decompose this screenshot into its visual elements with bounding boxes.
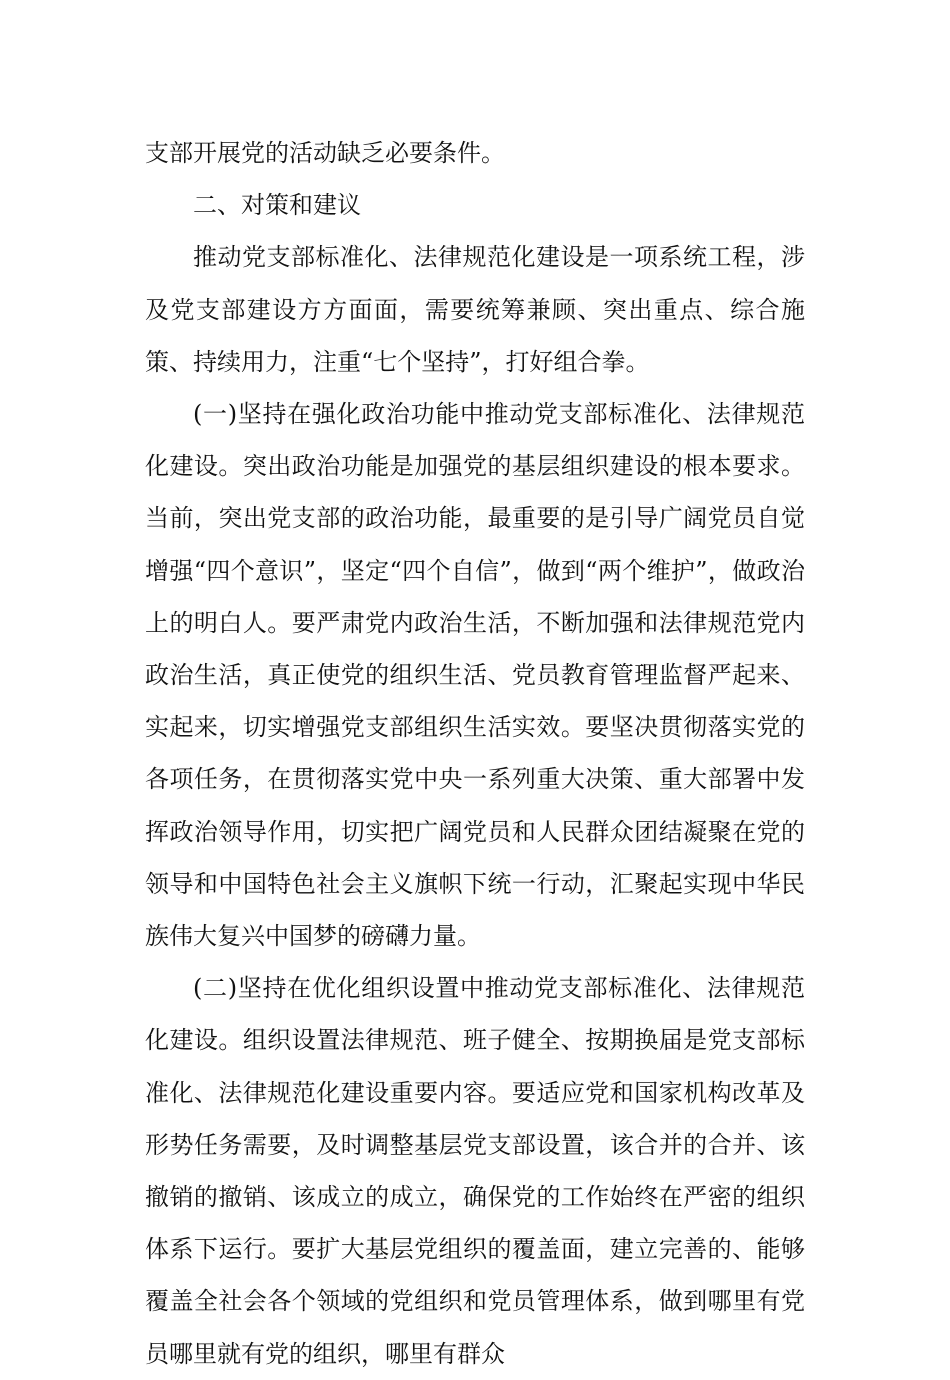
document-body [145, 127, 805, 1380]
paragraph-continuation: 支部开展党的活动缺乏必要条件。 [145, 139, 505, 167]
paragraph-intro: 推动党支部标准化、法律规范化建设是一项系统工程，涉及党支部建设方方面面，需要统筹兼顾、突出重点、综合施策、持续用力，注重“七个坚持”，打好组合拳。 [145, 243, 805, 376]
paragraph-point-1: (一)坚持在强化政治功能中推动党支部标准化、法律规范化建设。突出政治功能是加强党的基层组织建设的根本要求。当前，突出党支部的政治功能，最重要的是引导广阔党员自觉增强“四个意识”，坚定“四个自信”，做到“两个维护”，做政治上的明白人。要严肃党内政治生活，不断加强和法律规范党内政治生活，真正使党的组织生活、党员教育管理监督严起来、实起来，切实增强党支部组织生活实效。要坚决贯彻落实党的各项任务，在贯彻落实党中央一系列重大决策、重大部署中发挥政治领导作用，切实把广阔党员和人民群众团结凝聚在党的领导和中国特色社会主义旗帜下统一行动，汇聚起实现中华民族伟大复兴中国梦的磅礴力量。 [145, 400, 805, 951]
paragraph-point-2: (二)坚持在优化组织设置中推动党支部标准化、法律规范化建设。组织设置法律规范、班子健全、按期换届是党支部标准化、法律规范化建设重要内容。要适应党和国家机构改革及形势任务需要，及时调整基层党支部设置，该合并的合并、该撤销的撤销、该成立的成立，确保党的工作始终在严密的组织体系下运行。要扩大基层党组织的覆盖面，建立完善的、能够覆盖全社会各个领域的党组织和党员管理体系，做到哪里有党员哪里就有党的组织，哪里有群众 [145, 974, 805, 1368]
section-heading: 二、对策和建议 [193, 191, 361, 220]
